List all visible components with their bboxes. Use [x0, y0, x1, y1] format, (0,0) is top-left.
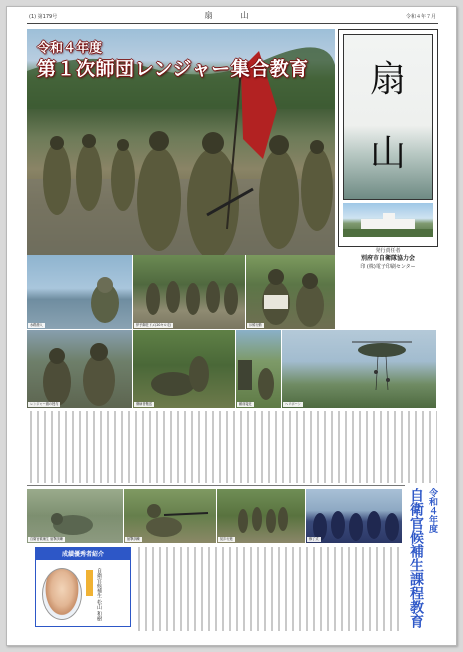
shooting-scene — [124, 489, 216, 543]
photo-casualty — [133, 330, 235, 408]
caption-ceremony: 修了式 — [309, 537, 319, 541]
hero-photo — [27, 29, 335, 255]
masthead-building-photo — [343, 203, 433, 237]
masthead-char-2: 山 — [369, 133, 406, 174]
caption-water: 水路潜入 — [30, 323, 43, 327]
photo-approach — [236, 330, 281, 408]
flag-scene — [27, 330, 132, 408]
section-divider — [27, 485, 438, 486]
photo-shooting — [124, 489, 216, 543]
photo-ceremony — [306, 489, 402, 543]
profile-text: 自衛官候補生 松山 和樹 — [96, 568, 102, 622]
second-headline-line2: 自衛官候補生課程教育 — [408, 488, 424, 628]
photo-run — [133, 255, 245, 329]
photo-shooting-cadet — [27, 489, 123, 543]
article-columns-1 — [27, 411, 437, 483]
photo-water-infiltration — [27, 255, 132, 329]
caption-shooting: 射撃訓練 — [127, 537, 140, 541]
caption-shooting-cadet: 自衛官候補生 射撃訓練 — [30, 537, 63, 541]
profile-box — [35, 547, 131, 627]
main-headline — [37, 41, 309, 81]
profile-badge — [86, 570, 93, 596]
photo-heliborne — [282, 330, 436, 408]
newspaper-page — [6, 6, 457, 646]
caption-march: 徒歩行進 — [220, 537, 233, 541]
caption-patrol: 斥候行動 — [249, 323, 262, 327]
photo-flag-award — [27, 330, 132, 408]
page-header — [7, 7, 456, 24]
profile-heading: 成績優秀者紹介 — [36, 548, 130, 562]
building-scene — [343, 203, 433, 237]
headline-line1: 令和４年度 — [37, 41, 103, 56]
masthead-box — [338, 29, 438, 247]
photo-march — [217, 489, 305, 543]
water-scene — [27, 255, 132, 329]
caption-casualty: 傷病者搬送 — [136, 402, 152, 406]
caption-approach: 敵前接近 — [239, 402, 252, 406]
caption-flag: レンジャー旗の授与 — [30, 402, 59, 406]
march-scene — [217, 489, 305, 543]
heliborne-scene — [282, 330, 436, 408]
photo-patrol — [246, 255, 335, 329]
headline-line2: 第１次師団レンジャー集合教育 — [37, 58, 309, 80]
masthead-title-panel — [343, 34, 433, 200]
patrol-scene — [246, 255, 335, 329]
second-headline-line1: 令和４年度 — [427, 488, 437, 533]
second-headline — [405, 485, 441, 631]
shooting-cadet-scene — [27, 489, 123, 543]
publisher-org: 別府市自衛隊協力会 — [360, 255, 415, 262]
issue-date: 令和４年７月 — [405, 14, 436, 20]
article-columns-2 — [135, 547, 401, 631]
publisher-role: 発行責任者 — [375, 248, 401, 254]
newspaper-name: 扇 山 — [204, 11, 259, 20]
approach-scene — [236, 330, 281, 408]
masthead-char-1: 扇 — [369, 59, 406, 100]
caption-run: 伊予御荘ドメ(20キロ走) — [136, 323, 172, 327]
publisher-info — [338, 247, 438, 271]
header-rule — [27, 23, 438, 24]
caption-heliborne: ヘリボーン — [285, 402, 301, 406]
ceremony-scene — [306, 489, 402, 543]
profile-portrait — [42, 568, 82, 620]
run-scene — [133, 255, 245, 329]
issue-number: (1) 第179号 — [29, 14, 58, 20]
casualty-scene — [133, 330, 235, 408]
printer-name: 印 (株)電子印刷センター — [360, 264, 416, 270]
